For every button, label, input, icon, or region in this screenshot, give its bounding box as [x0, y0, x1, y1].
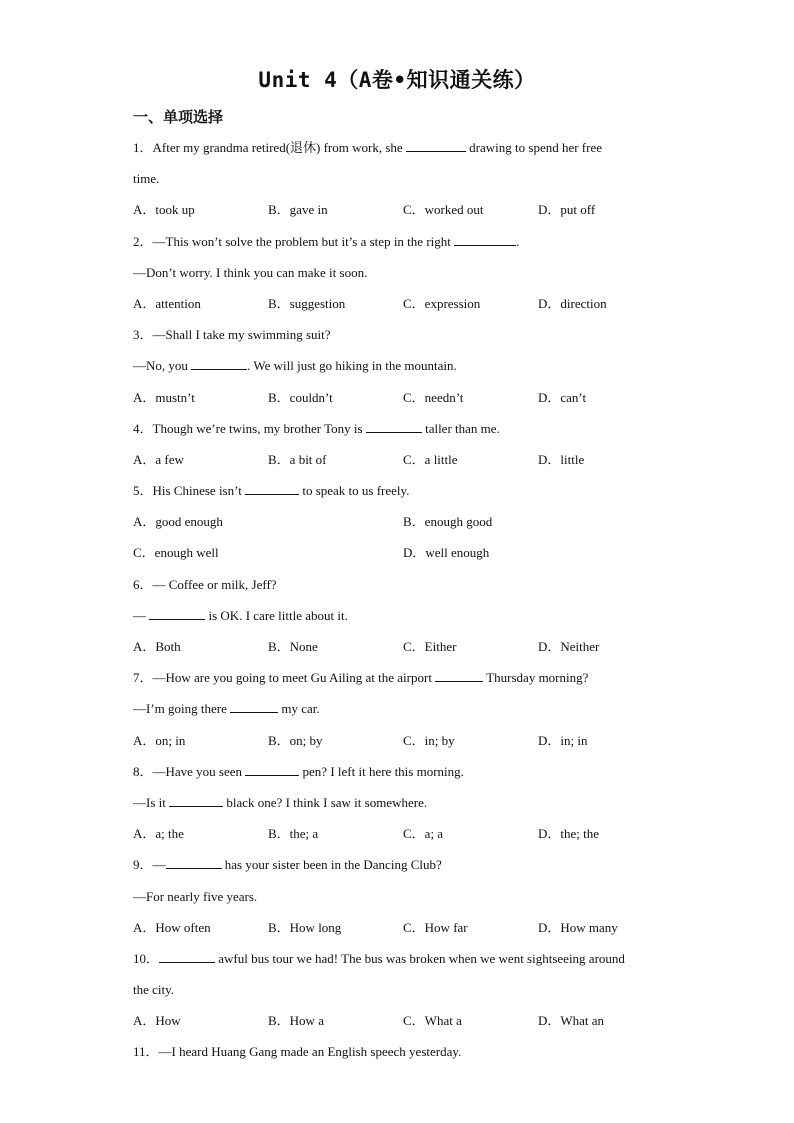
answer-option: B．How long	[268, 919, 342, 935]
answer-blank	[166, 855, 222, 869]
question-4	[133, 413, 673, 475]
answer-blank	[245, 762, 299, 776]
question-text: —	[133, 607, 150, 623]
answer-option: C．Either	[403, 639, 457, 654]
options-row	[133, 288, 673, 319]
question-1	[133, 132, 673, 226]
question-text: 2．—This won’t solve the problem but it’s a step in the right	[133, 233, 455, 249]
question-text-line	[133, 787, 673, 818]
question-2	[133, 226, 673, 320]
question-text: .	[516, 233, 520, 249]
answer-blank	[149, 606, 205, 620]
question-text: —Don’t worry. I think you can make it soon.	[133, 264, 368, 280]
answer-option: D．can’t	[538, 389, 587, 405]
answer-option: D．put off	[538, 202, 596, 218]
page-title: Unit 4（A卷•知识通关练）	[258, 68, 536, 92]
question-text: 7．—How are you going to meet Gu Ailing at the airport	[133, 670, 436, 686]
answer-blank	[406, 138, 466, 152]
question-text: 11．—I heard Huang Gang made an English speech yesterday.	[133, 1044, 462, 1060]
options-row	[133, 506, 673, 537]
answer-blank	[169, 793, 223, 807]
answer-blank	[230, 699, 278, 713]
question-text-line	[133, 756, 673, 787]
answer-option: C．expression	[403, 295, 481, 311]
question-5	[133, 475, 673, 569]
options-row	[133, 631, 673, 662]
question-text: my car.	[278, 701, 320, 717]
options-row	[133, 725, 673, 756]
question-8	[133, 756, 673, 850]
question-text: to speak to us freely.	[299, 483, 410, 499]
question-text: 9．—	[133, 857, 166, 873]
answer-option: C．a; a	[403, 826, 444, 842]
question-text-line	[133, 600, 673, 631]
answer-option: A．Both	[133, 639, 181, 654]
question-text-line	[133, 693, 673, 724]
question-text-line	[133, 413, 673, 444]
question-text: 3．—Shall I take my swimming suit?	[133, 327, 331, 343]
question-text: 1．After my grandma retired(退休) from work, she	[133, 140, 406, 155]
question-text: 5．His Chinese isn’t	[133, 483, 246, 499]
question-text: Thursday morning?	[483, 670, 589, 686]
answer-blank	[245, 481, 299, 495]
answer-option: A．good enough	[133, 514, 223, 530]
answer-blank	[435, 668, 483, 682]
question-text: black one? I think I saw it somewhere.	[223, 794, 428, 810]
answer-option: B．suggestion	[268, 295, 346, 311]
question-10	[133, 943, 673, 1037]
question-text: —I’m going there	[133, 701, 231, 717]
question-text: taller than me.	[421, 420, 500, 436]
options-row	[133, 818, 673, 849]
question-text: has your sister been in the Dancing Club?	[221, 857, 442, 873]
answer-option: C．in; by	[403, 732, 455, 748]
answer-option: B．couldn’t	[268, 389, 333, 405]
question-7	[133, 662, 673, 756]
answer-option: B．a bit of	[268, 451, 327, 467]
question-text: is OK. I care little about it.	[205, 607, 348, 623]
question-text-line	[133, 1036, 673, 1067]
section-heading: 一、单项选择	[133, 108, 224, 126]
question-text: 6．— Coffee or milk, Jeff?	[133, 576, 277, 592]
question-text: pen? I left it here this morning.	[299, 763, 464, 779]
question-text-line	[133, 257, 673, 288]
question-text-line	[133, 974, 673, 1005]
answer-option: B．None	[268, 639, 318, 654]
answer-blank	[159, 949, 215, 963]
question-text-line	[133, 881, 673, 912]
answer-option: D．How many	[538, 919, 618, 935]
answer-option: C．needn’t	[403, 389, 464, 405]
answer-blank	[191, 356, 247, 370]
answer-option: C．enough well	[133, 545, 219, 561]
answer-option: A．a; the	[133, 826, 184, 842]
answer-option: A．took up	[133, 202, 195, 218]
answer-option: A．attention	[133, 295, 201, 311]
options-row	[133, 1005, 673, 1036]
answer-option: D．in; in	[538, 732, 588, 748]
answer-option: D．well enough	[403, 545, 490, 561]
answer-option: B．enough good	[403, 514, 493, 530]
question-text: 10．	[133, 950, 160, 966]
question-text-line	[133, 662, 673, 693]
options-row	[133, 444, 673, 475]
options-row	[133, 194, 673, 225]
question-text: —No, you	[133, 358, 192, 374]
answer-option: D．the; the	[538, 826, 600, 842]
options-row	[133, 537, 673, 568]
answer-option: B．on; by	[268, 732, 323, 748]
question-text: . We will just go hiking in the mountain.	[247, 358, 457, 374]
question-9	[133, 849, 673, 943]
answer-option: D．What an	[538, 1013, 605, 1029]
answer-option: D．little	[538, 451, 585, 467]
question-text: the city.	[133, 982, 175, 998]
answer-option: C．worked out	[403, 202, 484, 218]
question-text: 8．—Have you seen	[133, 763, 246, 779]
question-text: awful bus tour we had! The bus was broken when we went sightseeing around	[215, 950, 625, 966]
question-text-line	[133, 943, 673, 974]
question-text-line	[133, 319, 673, 350]
answer-blank	[454, 232, 516, 246]
question-text-line	[133, 569, 673, 600]
answer-option: A．a few	[133, 451, 184, 467]
answer-option: D．Neither	[538, 639, 600, 654]
question-3	[133, 319, 673, 413]
question-6	[133, 569, 673, 663]
answer-option: D．direction	[538, 295, 607, 311]
question-text: time.	[133, 171, 160, 187]
answer-option: A．How often	[133, 919, 211, 935]
question-11	[133, 1036, 673, 1067]
question-text-line	[133, 849, 673, 880]
question-text: drawing to spend her free	[465, 140, 603, 155]
answer-option: C．a little	[403, 451, 458, 467]
question-text-line	[133, 226, 673, 257]
answer-option: A．How	[133, 1013, 181, 1029]
question-text-line	[133, 132, 673, 163]
answer-blank	[366, 419, 422, 433]
answer-option: B．How a	[268, 1013, 324, 1029]
question-text: 4．Though we’re twins, my brother Tony is	[133, 420, 366, 436]
answer-option: A．on; in	[133, 732, 186, 748]
question-text: —Is it	[133, 794, 170, 810]
answer-option: A．mustn’t	[133, 389, 195, 405]
question-text-line	[133, 163, 673, 194]
question-text-line	[133, 350, 673, 381]
question-list	[133, 132, 673, 1068]
options-row	[133, 912, 673, 943]
answer-option: B．gave in	[268, 202, 328, 218]
answer-option: C．How far	[403, 919, 468, 935]
question-text-line	[133, 475, 673, 506]
question-text: —For nearly five years.	[133, 888, 258, 904]
answer-option: B．the; a	[268, 826, 319, 842]
options-row	[133, 382, 673, 413]
answer-option: C．What a	[403, 1013, 462, 1029]
